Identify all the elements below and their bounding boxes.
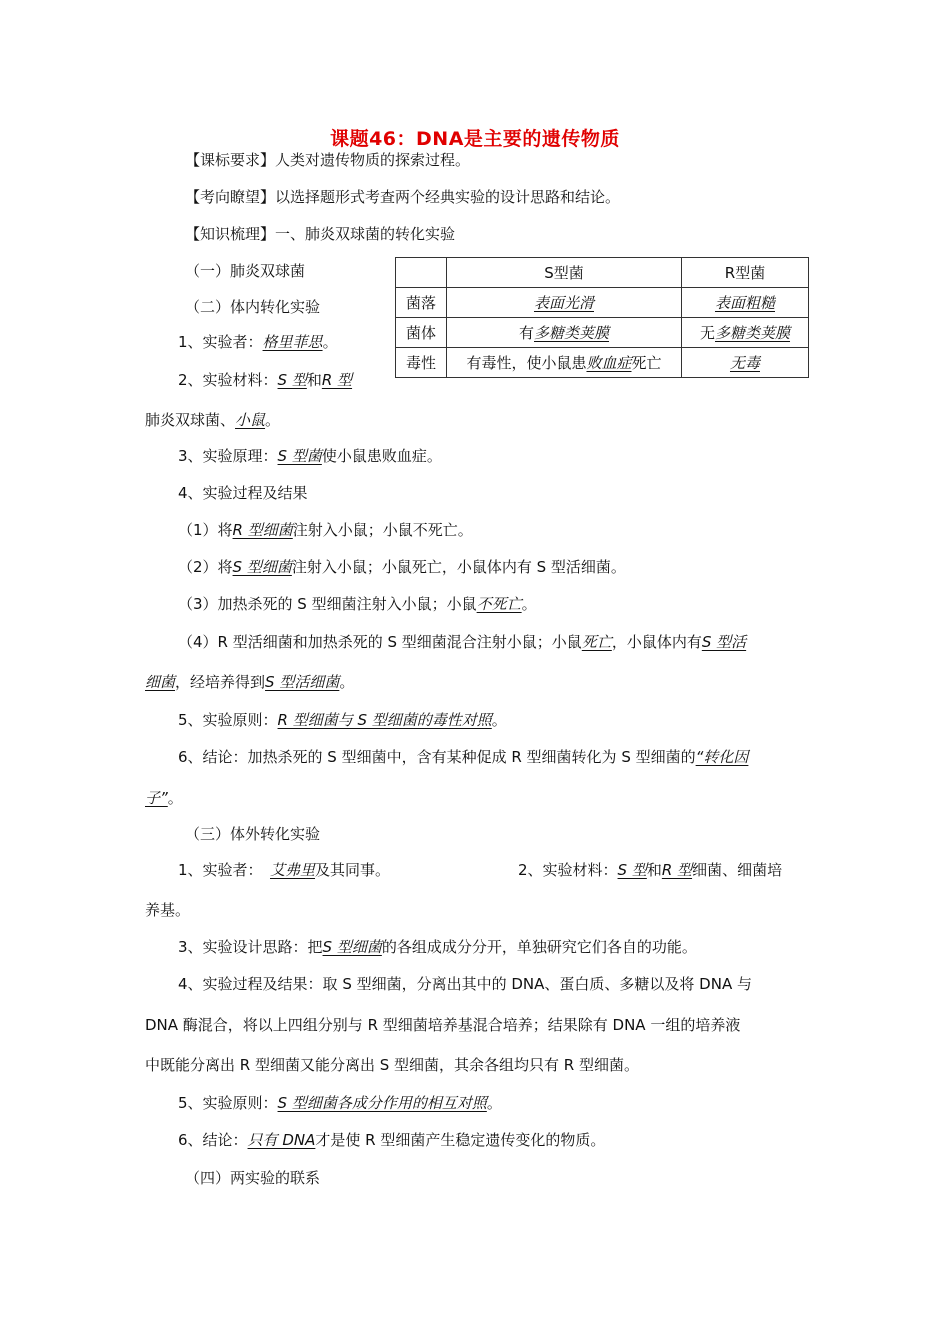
text: 2、实验材料： xyxy=(178,371,278,389)
answer-text: S 型菌 xyxy=(277,447,322,465)
outlook-text: 以选择题形式考查两个经典实验的设计思路和结论。 xyxy=(275,188,621,206)
answer-text: S 型活细菌 xyxy=(265,673,340,691)
outlook-tag: 【考向瞭望】 xyxy=(185,188,276,206)
answer-text: S 型细菌 xyxy=(232,558,292,576)
answer-text: 表面光滑 xyxy=(533,294,594,312)
text: ，经培养得到 xyxy=(175,673,266,691)
answer-text: “转化因 xyxy=(695,748,749,766)
answer-text: R 型 xyxy=(661,861,693,879)
table-row xyxy=(396,258,809,288)
text: 和 xyxy=(646,861,662,879)
text: 才是使 R 型细菌产生稳定遗传变化的物质。 xyxy=(315,1131,606,1149)
knowledge-tag: 【知识梳理】 xyxy=(185,225,276,243)
table-cell xyxy=(447,318,682,348)
paragraph xyxy=(178,710,507,730)
outlook-line xyxy=(185,187,620,207)
answer-text: 艾弗里 xyxy=(270,861,316,879)
answer-text: 败血症 xyxy=(586,354,632,372)
table-cell: 菌落 xyxy=(396,288,447,318)
paragraph: DNA 酶混合，将以上四组分别与 R 型细菌培养基混合培养；结果除有 DNA 一组的培养液 xyxy=(145,1016,741,1034)
answer-text: 表面粗糙 xyxy=(714,294,775,312)
text: 注射入小鼠；小鼠不死亡。 xyxy=(292,521,473,539)
cell-text: 有 xyxy=(518,324,534,342)
answer-text: R 型 xyxy=(321,371,353,389)
answer-text: 只有 DNA xyxy=(247,1131,316,1149)
paragraph xyxy=(518,860,782,880)
table-cell: 菌体 xyxy=(396,318,447,348)
text: 的各组成成分分开，单独研究它们各自的功能。 xyxy=(381,938,697,956)
text: 。 xyxy=(339,673,355,691)
paragraph xyxy=(145,788,183,808)
page-title: 课题46：DNA是主要的遗传物质 xyxy=(330,128,620,150)
paragraph xyxy=(178,594,537,614)
requirement-text: 人类对遗传物质的探索过程。 xyxy=(275,151,471,169)
table-cell: R型菌 xyxy=(682,258,809,288)
answer-text: S 型 xyxy=(277,371,307,389)
table-row xyxy=(396,288,809,318)
answer-text: S 型细菌各成分作用的相互对照 xyxy=(277,1094,487,1112)
paragraph xyxy=(178,520,473,540)
paragraph xyxy=(178,632,746,652)
paragraph xyxy=(178,937,697,957)
requirement-line xyxy=(185,150,470,170)
table-cell xyxy=(396,258,447,288)
paragraph: 养基。 xyxy=(145,901,191,919)
text: 。 xyxy=(322,333,338,351)
answer-text: 多糖类荚膜 xyxy=(715,324,791,342)
answer-text: R 型细菌与 S 型细菌的毒性对照 xyxy=(277,711,492,729)
section-heading: （二）体内转化实验 xyxy=(185,298,321,316)
paragraph: 中既能分离出 R 型细菌又能分离出 S 型细菌，其余各组均只有 R 型细菌。 xyxy=(145,1056,639,1074)
text: 。 xyxy=(521,595,537,613)
text: 和 xyxy=(306,371,322,389)
text: （1）将 xyxy=(178,521,233,539)
table-row xyxy=(396,348,809,378)
table-row xyxy=(396,318,809,348)
paragraph xyxy=(145,410,280,430)
table-cell: S型菌 xyxy=(447,258,682,288)
text: 6、结论：加热杀死的 S 型细菌中，含有某种促成 R 型细菌转化为 S 型细菌的 xyxy=(178,748,696,766)
text: 5、实验原则： xyxy=(178,711,278,729)
answer-text: 无毒 xyxy=(729,354,760,372)
knowledge-text: 一、肺炎双球菌的转化实验 xyxy=(275,225,456,243)
text: 3、实验设计思路：把 xyxy=(178,938,323,956)
text: ，小鼠体内有 xyxy=(611,633,702,651)
cell-text: 无 xyxy=(699,324,715,342)
text: 。 xyxy=(491,711,507,729)
table-cell: 毒性 xyxy=(396,348,447,378)
paragraph xyxy=(270,860,390,880)
text: 细菌、细菌培 xyxy=(692,861,783,879)
cell-text: 有毒性，使小鼠患 xyxy=(466,354,587,372)
text: 3、实验原理： xyxy=(178,447,278,465)
table-cell xyxy=(682,348,809,378)
answer-text: 小鼠 xyxy=(235,411,266,429)
text: 注射入小鼠；小鼠死亡，小鼠体内有 S 型活细菌。 xyxy=(291,558,626,576)
text: 。 xyxy=(265,411,281,429)
answer-text: S 型 xyxy=(617,861,647,879)
text: （3）加热杀死的 S 型细菌注射入小鼠；小鼠 xyxy=(178,595,477,613)
paragraph xyxy=(178,1093,502,1113)
answer-text: 子” xyxy=(145,789,168,807)
text: 使小鼠患败血症。 xyxy=(321,447,442,465)
text: 1、实验者： xyxy=(178,333,263,351)
answer-text: S 型细菌 xyxy=(322,938,382,956)
table-cell xyxy=(447,348,682,378)
answer-text: S 型活 xyxy=(701,633,747,651)
paragraph: 4、实验过程及结果 xyxy=(178,484,308,502)
bacteria-table xyxy=(395,257,809,378)
paragraph xyxy=(178,747,748,767)
section-heading: （一）肺炎双球菌 xyxy=(185,262,306,280)
section-heading: （四）两实验的联系 xyxy=(185,1169,321,1187)
requirement-tag: 【课标要求】 xyxy=(185,151,276,169)
text: 1、实验者： xyxy=(178,861,263,879)
paragraph xyxy=(178,446,442,466)
section-heading: （三）体外转化实验 xyxy=(185,825,321,843)
text: 5、实验原则： xyxy=(178,1094,278,1112)
paragraph: 4、实验过程及结果：取 S 型细菌，分离出其中的 DNA、蛋白质、多糖以及将 DNA 与 xyxy=(178,975,752,993)
text: 6、结论： xyxy=(178,1131,248,1149)
table-cell xyxy=(682,288,809,318)
text: 。 xyxy=(167,789,183,807)
text: 2、实验材料： xyxy=(518,861,618,879)
paragraph xyxy=(178,860,263,880)
answer-text: 死亡 xyxy=(581,633,612,651)
paragraph xyxy=(145,672,354,692)
answer-text: 多糖类荚膜 xyxy=(534,324,610,342)
text: （4）R 型活细菌和加热杀死的 S 型细菌混合注射小鼠；小鼠 xyxy=(178,633,582,651)
paragraph xyxy=(178,557,626,577)
table-cell xyxy=(447,288,682,318)
knowledge-line xyxy=(185,224,455,244)
text: 肺炎双球菌、 xyxy=(145,411,236,429)
paragraph xyxy=(178,1130,605,1150)
paragraph xyxy=(178,332,338,352)
table-cell xyxy=(682,318,809,348)
paragraph xyxy=(178,370,352,390)
answer-text: 不死亡 xyxy=(476,595,522,613)
answer-text: 格里菲思 xyxy=(262,333,323,351)
text: 及其同事。 xyxy=(315,861,391,879)
cell-text: 死亡 xyxy=(631,354,662,372)
text: 。 xyxy=(486,1094,502,1112)
answer-text: R 型细菌 xyxy=(232,521,293,539)
answer-text: 细菌 xyxy=(145,673,176,691)
text: （2）将 xyxy=(178,558,233,576)
